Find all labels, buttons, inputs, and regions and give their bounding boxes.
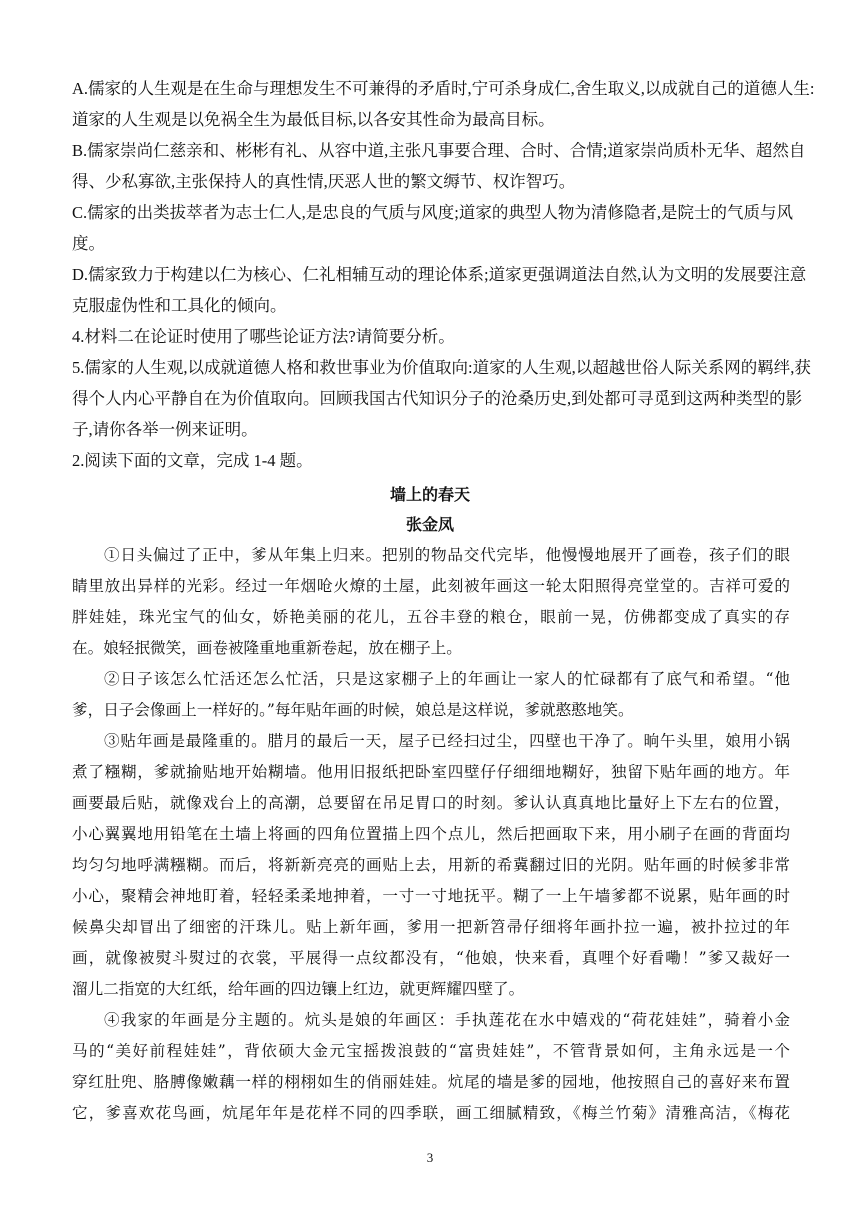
article-paragraph-3: [72, 726, 790, 1005]
question-4-text: 4.材料二在论证时使用了哪些论证方法?请简要分析。: [72, 327, 455, 346]
paragraph-3-line-3: 画要最后贴，就像戏台上的高潮，总要留在吊足胃口的时刻。爹认认真真地比量好上下左右的位置，: [72, 794, 790, 812]
paragraph-1-line-2: 睛里放出异样的光彩。经过一年烟呛火燎的土屋，此刻被年画这一轮太阳照得亮堂堂的。吉祥可爱的: [72, 577, 790, 595]
question-5: [72, 352, 811, 445]
question-5-line-1: 5.儒家的人生观,以成就道德人格和救世事业为价值取向:道家的人生观,以超越世俗人际关系网的羁绊,获: [72, 358, 811, 377]
paragraph-4-line-3: 穿红肚兜、胳膊像嫩藕一样的栩栩如生的俏丽娃娃。炕尾的墙是爹的园地，他按照自己的喜好来布置: [72, 1073, 790, 1091]
paragraph-1-line-4: 在。娘轻抿微笑，画卷被隆重地重新卷起，放在棚子上。: [72, 639, 462, 657]
article-paragraph-2: [72, 664, 790, 726]
paragraph-3-line-6: 小心，聚精会神地盯着，轻轻柔柔地抻着，一寸一寸地抚平。糊了一上午墙爹都不说累，贴年画的时: [72, 887, 790, 905]
option-d-line-2: 克服虚伪性和工具化的倾向。: [72, 296, 287, 315]
option-a: [72, 73, 815, 135]
option-b-line-2: 得、少私寡欲,主张保持人的真性情,厌恶人世的繁文缛节、权诈智巧。: [72, 172, 576, 191]
paragraph-2-line-2: 爹，日子会像画上一样好的。”每年贴年画的时候，娘总是这样说，爹就憨憨地笑。: [72, 701, 634, 719]
article-paragraph-4: [72, 1005, 790, 1129]
option-b: [72, 135, 806, 197]
option-b-line-1: B.儒家崇尚仁慈亲和、彬彬有礼、从容中道,主张凡事要合理、合时、合情;道家崇尚质朴无华、超然自: [72, 141, 806, 160]
paragraph-3-line-2: 煮了糨糊，爹就揄贴地开始糊墙。他用旧报纸把卧室四壁仔仔细细地糊好，独留下贴年画的地方。年: [72, 763, 790, 781]
option-c-line-1: C.儒家的出类拔萃者为志士仁人,是忠良的气质与风度;道家的典型人物为清修隐者,是院士的气质与风: [72, 203, 793, 222]
paragraph-4-line-2: 马的“美好前程娃娃”，背依硕大金元宝摇拨浪鼓的“富贵娃娃”，不管背景如何，主角永远是一个: [72, 1042, 790, 1060]
paragraph-3-line-4: 小心翼翼地用铅笔在土墙上将画的四角位置描上四个点儿，然后把画取下来，用小刷子在画的背面均: [72, 825, 790, 843]
article-author: 张金凤: [405, 515, 454, 534]
section-2-instruction: [72, 445, 790, 476]
option-c-line-2: 度。: [72, 234, 105, 253]
paragraph-3-line-7: 候鼻尖却冒出了细密的汗珠儿。贴上新年画，爹用一把新笤帚仔细将年画扑拉一遍，被扑拉过的年: [72, 918, 790, 936]
question-5-line-2: 得个人内心平静自在为价值取向。回顾我国古代知识分子的沧桑历史,到处都可寻觅到这两种类型的影: [72, 389, 803, 408]
option-c: [72, 197, 793, 259]
paragraph-4-line-1: ④我家的年画是分主题的。炕头是娘的年画区：手执莲花在水中嬉戏的“荷花娃娃”，骑着小金: [104, 1011, 790, 1029]
paragraph-3-line-5: 均匀匀地呼满糨糊。而后，将新新亮亮的画贴上去，用新的希冀翻过旧的光阴。贴年画的时候爹非常: [72, 856, 790, 874]
section-2-text: 2.阅读下面的文章，完成 1-4 题。: [72, 451, 313, 470]
paragraph-2-line-1: ②日子该怎么忙活还怎么忙活，只是这家棚子上的年画让一家人的忙碌都有了底气和希望。“他: [104, 670, 790, 688]
paragraph-1-line-1: ①日头偏过了正中，爹从年集上归来。把别的物品交代完毕，他慢慢地展开了画卷，孩子们的眼: [104, 546, 790, 564]
paragraph-3-line-1: ③贴年画是最隆重的。腊月的最后一天，屋子已经扫过尘，四壁也干净了。晌午头里，娘用小锅: [104, 732, 790, 750]
article-paragraph-1: [72, 540, 790, 664]
option-a-line-2: 道家的人生观是以免祸全生为最低目标,以各安其性命为最高目标。: [72, 110, 555, 129]
paragraph-3-line-9: 溜儿二指宽的大红纸，给年画的四边镶上红边，就更辉耀四壁了。: [72, 980, 525, 998]
option-d: [72, 259, 807, 321]
page-number: 3: [426, 1150, 434, 1165]
question-5-line-3: 子,请你各举一例来证明。: [72, 420, 258, 439]
question-4: [72, 321, 790, 352]
paragraph-1-line-3: 胖娃娃，珠光宝气的仙女，娇艳美丽的花儿，五谷丰登的粮仓，眼前一晃，仿佛都变成了真实的存: [72, 608, 790, 626]
paragraph-4-line-4: 它，爹喜欢花鸟画，炕尾年年是花样不同的四季联，画工细腻精致，《梅兰竹菊》清雅高洁，《梅花: [72, 1104, 790, 1122]
option-d-line-1: D.儒家致力于构建以仁为核心、仁礼相辅互动的理论体系;道家更强调道法自然,认为文明的发展要注意: [72, 265, 807, 284]
article-title: 墙上的春天: [389, 485, 470, 504]
option-a-line-1: A.儒家的人生观是在生命与理想发生不可兼得的矛盾时,宁可杀身成仁,舍生取义,以成就自己的道德人生:: [72, 79, 815, 98]
paragraph-3-line-8: 画，就像被熨斗熨过的衣裳，平展得一点纹都没有，“他娘，快来看，真哩个好看嘞！”爹又裁好一: [72, 949, 790, 967]
